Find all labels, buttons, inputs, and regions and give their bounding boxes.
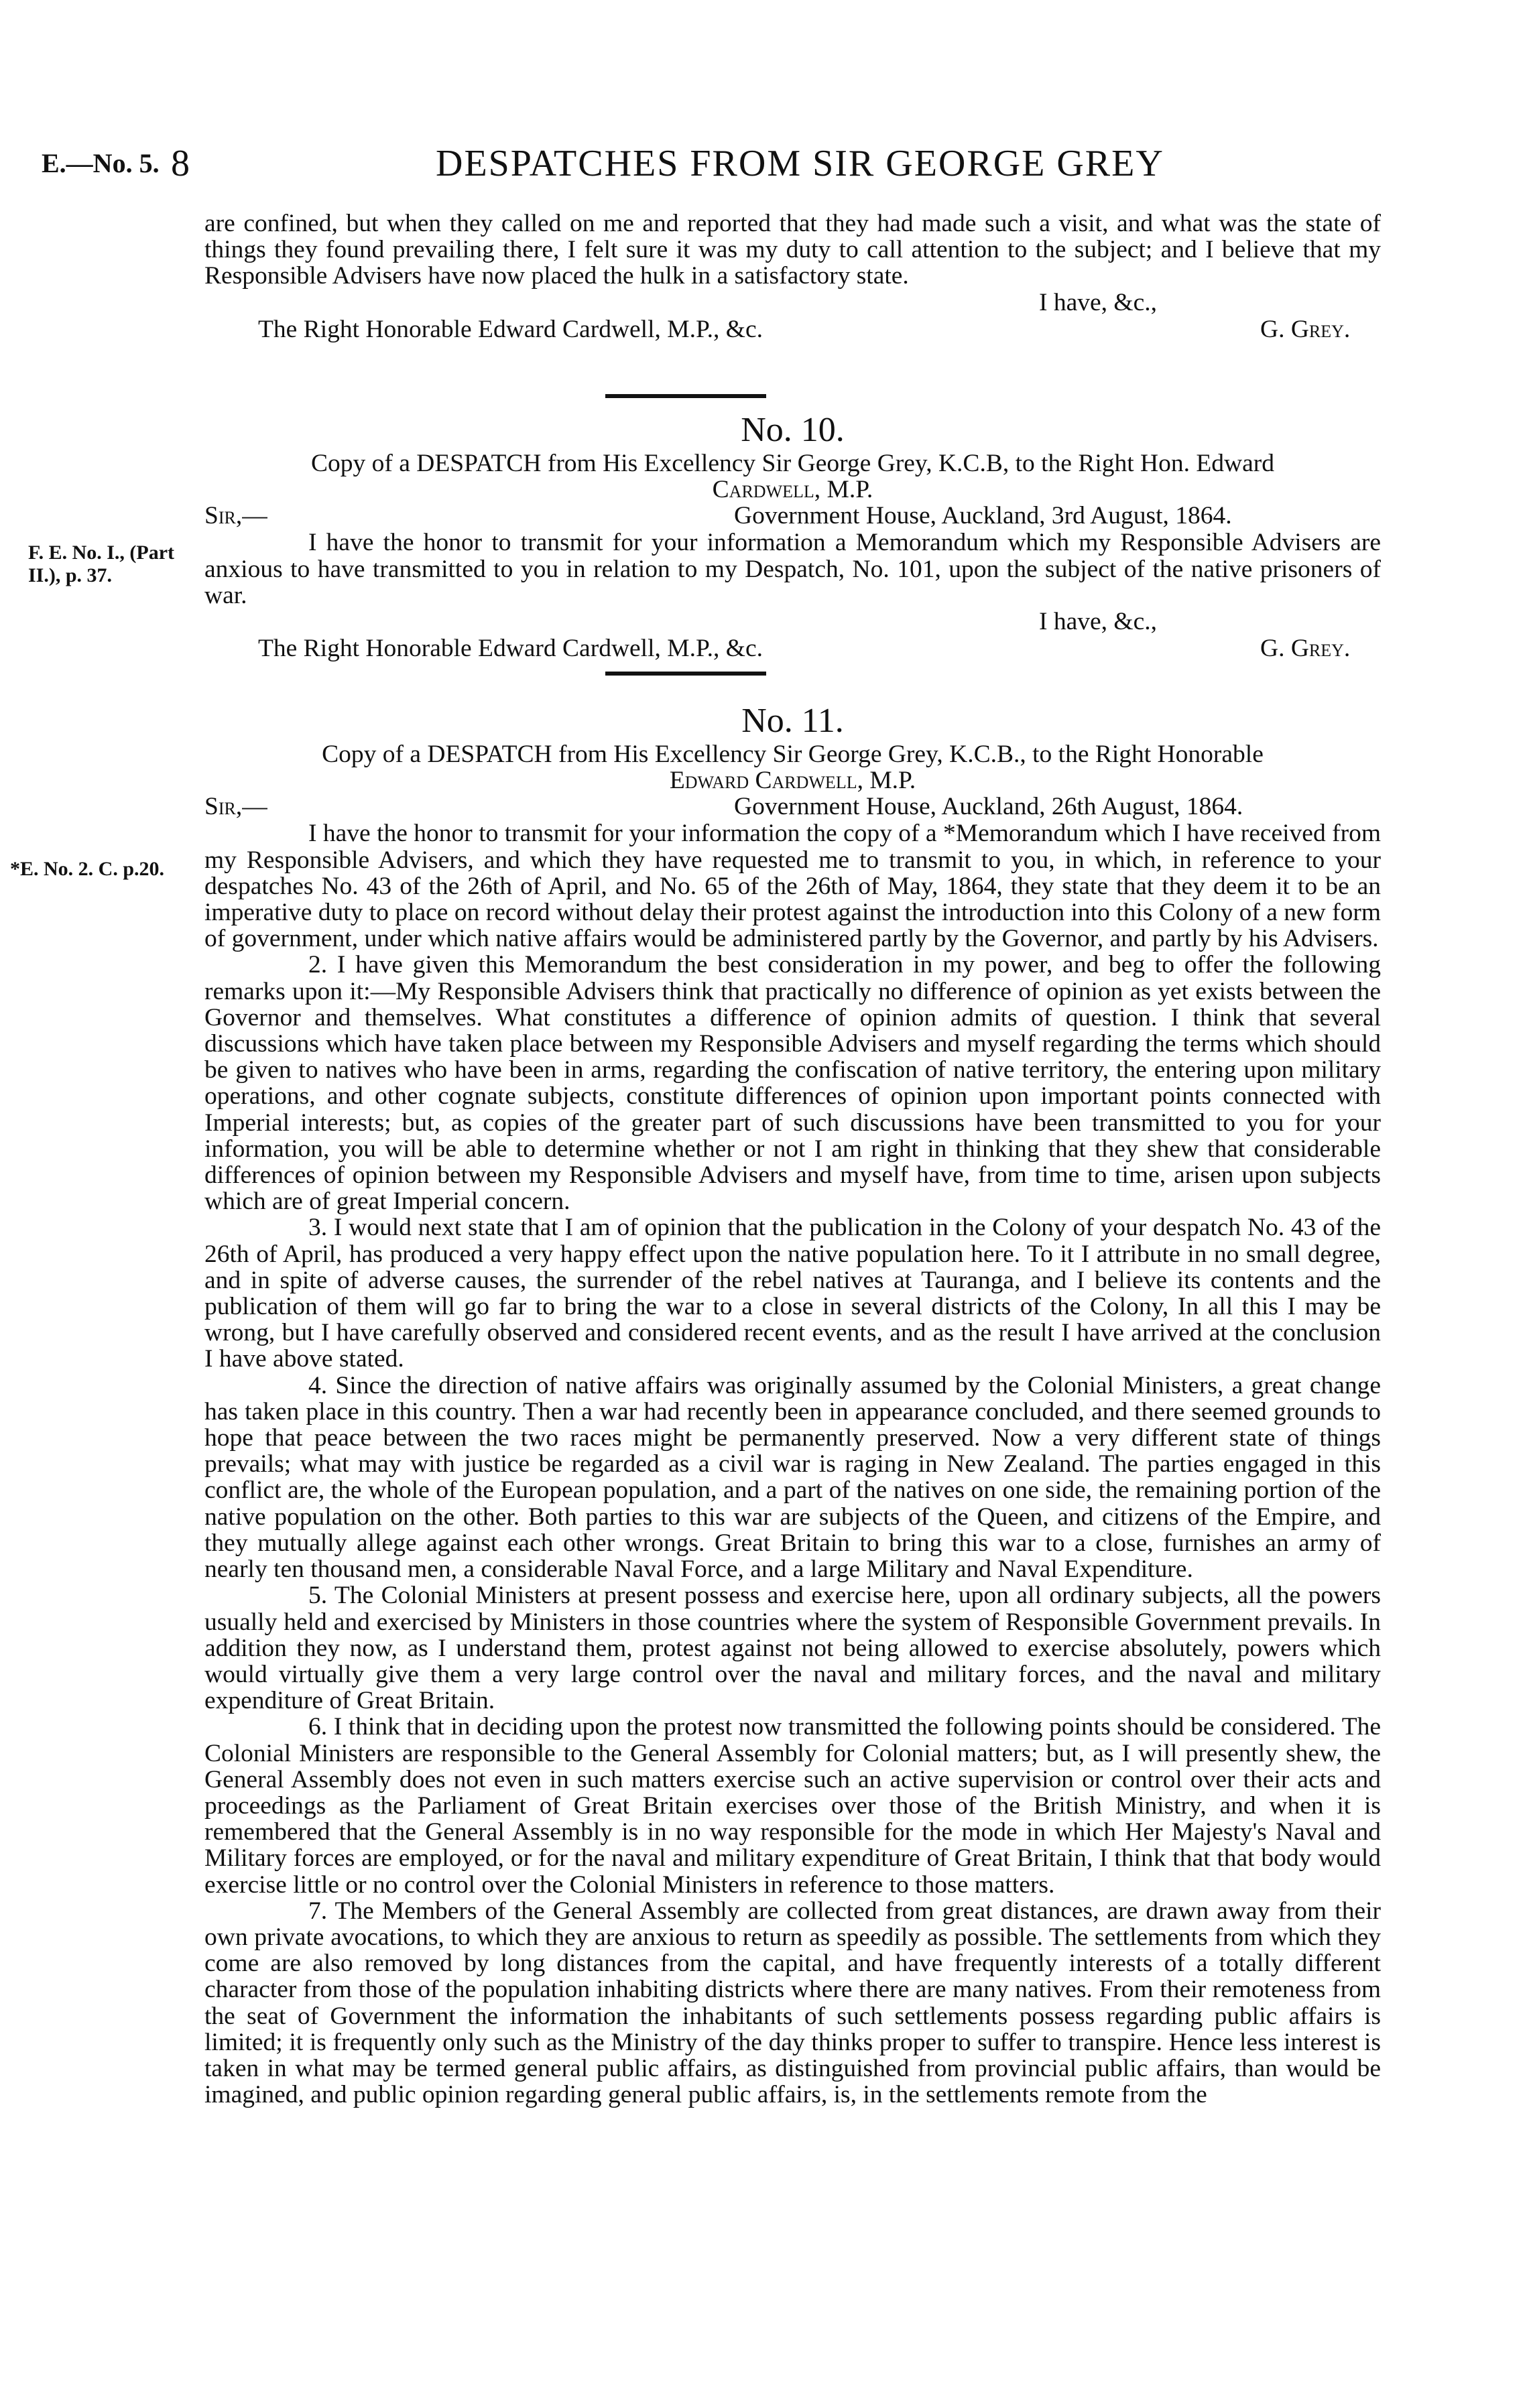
paragraph-7: 7. The Members of the General Assembly are collected from great distances, are drawn away from their own private avocations, to which they are anxious to return as speedily as possible. The settlements from which they come are also removed by long distances from the capital, and have frequently interests of a totally different character from those of the population inhabiting districts where there are many natives. From their remoteness from the seat of Government the information the inhabitants of such settlements possess regarding public affairs is limited; it is frequently only such as the Ministry of the day thinks proper to suffer to transpire. Hence less interest is taken in what may be termed general public affairs, as distinguished from provincial public affairs, than would be imagined, and public opinion regarding general public affairs, is, in the settlements remote from the <box>204 1897 1381 2109</box>
section-divider <box>605 672 766 676</box>
despatch-heading-cont: Edward Cardwell, M.P. <box>669 767 916 795</box>
closing: I have, &c., <box>1039 608 1157 636</box>
page-title: DESPATCHES FROM SIR GEORGE GREY <box>436 143 1164 184</box>
signature: G. Grey. <box>1260 635 1351 663</box>
despatch-heading-cont: Cardwell, M.P. <box>712 476 873 504</box>
margin-reference: F. E. No. I., (Part <box>28 542 175 564</box>
despatch-heading: Copy of a DESPATCH from His Excellency Sir George Grey, K.C.B, to the Right Hon. Edward <box>311 450 1274 477</box>
closing: I have, &c., <box>1039 288 1157 316</box>
paragraph-4: 4. Since the direction of native affairs was originally assumed by the Colonial Ministers, a great change has taken place in this country. Then a war had recently been in appearance concluded, and there seemed grounds to hope that peace between the two races might be permanently preserved. Now a very different state of things prevails; what may with justice be regarded as a civil war is raging in New Zealand. The parties engaged in this conflict are, the whole of the European population, and a part of the natives on one side, the remaining portion of the native population on the other. Both parties to this war are subjects of the Queen, and citizens of the Empire, and they mutually allege against each other wrongs. Great Britain to bring this war to a close, furnishes an army of nearly ten thousand men, a considerable Naval Force, and a large Military and Naval Expenditure. <box>204 1371 1381 1584</box>
paragraph-1: I have the honor to transmit for your information the copy of a *Memorandum which I have received from my Responsible Advisers, and which they have requested me to transmit to you, in which, in reference to your despatches No. 43 of the 26th of April, and No. 65 of the 26th of May, 1864, they state that they deem it to be an imperative duty to place on record without delay their protest against the introduction into this Colony of a new form of government, under which native affairs would be administered partly by the Governor, and partly by his Advisers. <box>204 820 1381 953</box>
location-date: Government House, Auckland, 26th August, 1864. <box>734 793 1243 821</box>
page-header <box>0 142 1529 189</box>
despatch-10 <box>204 410 1381 662</box>
despatch-body: I have the honor to transmit for your information a Memorandum which my Responsible Advisers are anxious to have transmitted to you in relation to my Despatch, No. 101, upon the subject of the native prisoners of war. <box>204 529 1381 609</box>
paragraph-6: 6. I think that in deciding upon the protest now transmitted the following points should be considered. The Colonial Ministers are responsible to the General Assembly for Colonial matters; but, as I will presently shew, the General Assembly does not even in such matters exercise such an active supervision or control over their acts and proceedings as the Parliament of Great Britain exercises over those of the British Ministry, and when it is remembered that the General Assembly is in no way responsible for the mode in which Her Majesty's Naval and Military forces are employed, or for the naval and military expenditure of Great Britain, I think that that body would exercise little or no control over the Colonial Ministers in reference to those matters. <box>204 1713 1381 1899</box>
despatch-heading: Copy of a DESPATCH from His Excellency Sir George Grey, K.C.B., to the Right Honorable <box>322 741 1264 768</box>
paragraph-2: 2. I have given this Memorandum the best consideration in my power, and beg to offer the following remarks upon it:—My Responsible Advisers think that practically no difference of opinion as yet exists between the Governor and themselves. What constitutes a difference of opinion admits of question. I think that several discussions which have taken place between my Responsible Advisers and myself regarding the terms which should be given to natives who have been in arms, regarding the confiscation of native territory, the entering upon military operations, and other cognate subjects, constitute differences of opinion upon important points connected with Imperial interests; but, as copies of the greater part of such discussions have been transmitted to you for your information, you will be able to determine whether or not I am right in thinking that they shew that considerable differences of opinion between my Responsible Advisers and myself have, from time to time, arisen upon subjects which are of great Imperial concern. <box>204 951 1381 1216</box>
section-divider <box>605 394 766 398</box>
document-reference: E.—No. 5. <box>42 148 160 178</box>
despatch-11 <box>204 701 1381 2108</box>
addressee: The Right Honorable Edward Cardwell, M.P., &c. <box>258 315 763 343</box>
continuation-section <box>204 210 1381 343</box>
location-date: Government House, Auckland, 3rd August, 1864. <box>734 502 1232 530</box>
despatch-number: No. 10. <box>741 411 845 449</box>
continuation-paragraph: are confined, but when they called on me and reported that they had made such a visit, and what was the state of things they found prevailing there, I felt sure it was my duty to call attention to the subject; and I believe that my Responsible Advisers have now placed the hulk in a satisfactory state. <box>204 210 1381 290</box>
margin-reference-cont: II.), p. 37. <box>28 564 113 586</box>
paragraph-3: 3. I would next state that I am of opinion that the publication in the Colony of your despatch No. 43 of the 26th of April, has produced a very happy effect upon the native population here. To it I attribute in no small degree, and in spite of adverse causes, the surrender of the rebel natives at Tauranga, and I believe its contents and the publication of them will go far to bring the war to a close in several districts of the Colony, In all this I may be wrong, but I have carefully observed and considered recent events, and as the result I have arrived at the conclusion I have above stated. <box>204 1214 1381 1373</box>
page-number: 8 <box>171 143 190 184</box>
signature: G. Grey. <box>1260 315 1351 343</box>
despatch-number: No. 11. <box>741 702 844 740</box>
salutation: Sir,— <box>204 502 267 530</box>
salutation: Sir,— <box>204 793 267 821</box>
paragraph-5: 5. The Colonial Ministers at present possess and exercise here, upon all ordinary subjects, all the powers usually held and exercised by Ministers in those countries where the system of Responsible Government prevails. In addition they now, as I understand them, protest against not being allowed to exercise absolutely, powers which would virtually give them a very large control over the naval and military forces, and the naval and military expenditure of Great Britain. <box>204 1582 1381 1715</box>
margin-reference: *E. No. 2. C. p.20. <box>10 858 165 880</box>
addressee: The Right Honorable Edward Cardwell, M.P., &c. <box>258 635 763 663</box>
